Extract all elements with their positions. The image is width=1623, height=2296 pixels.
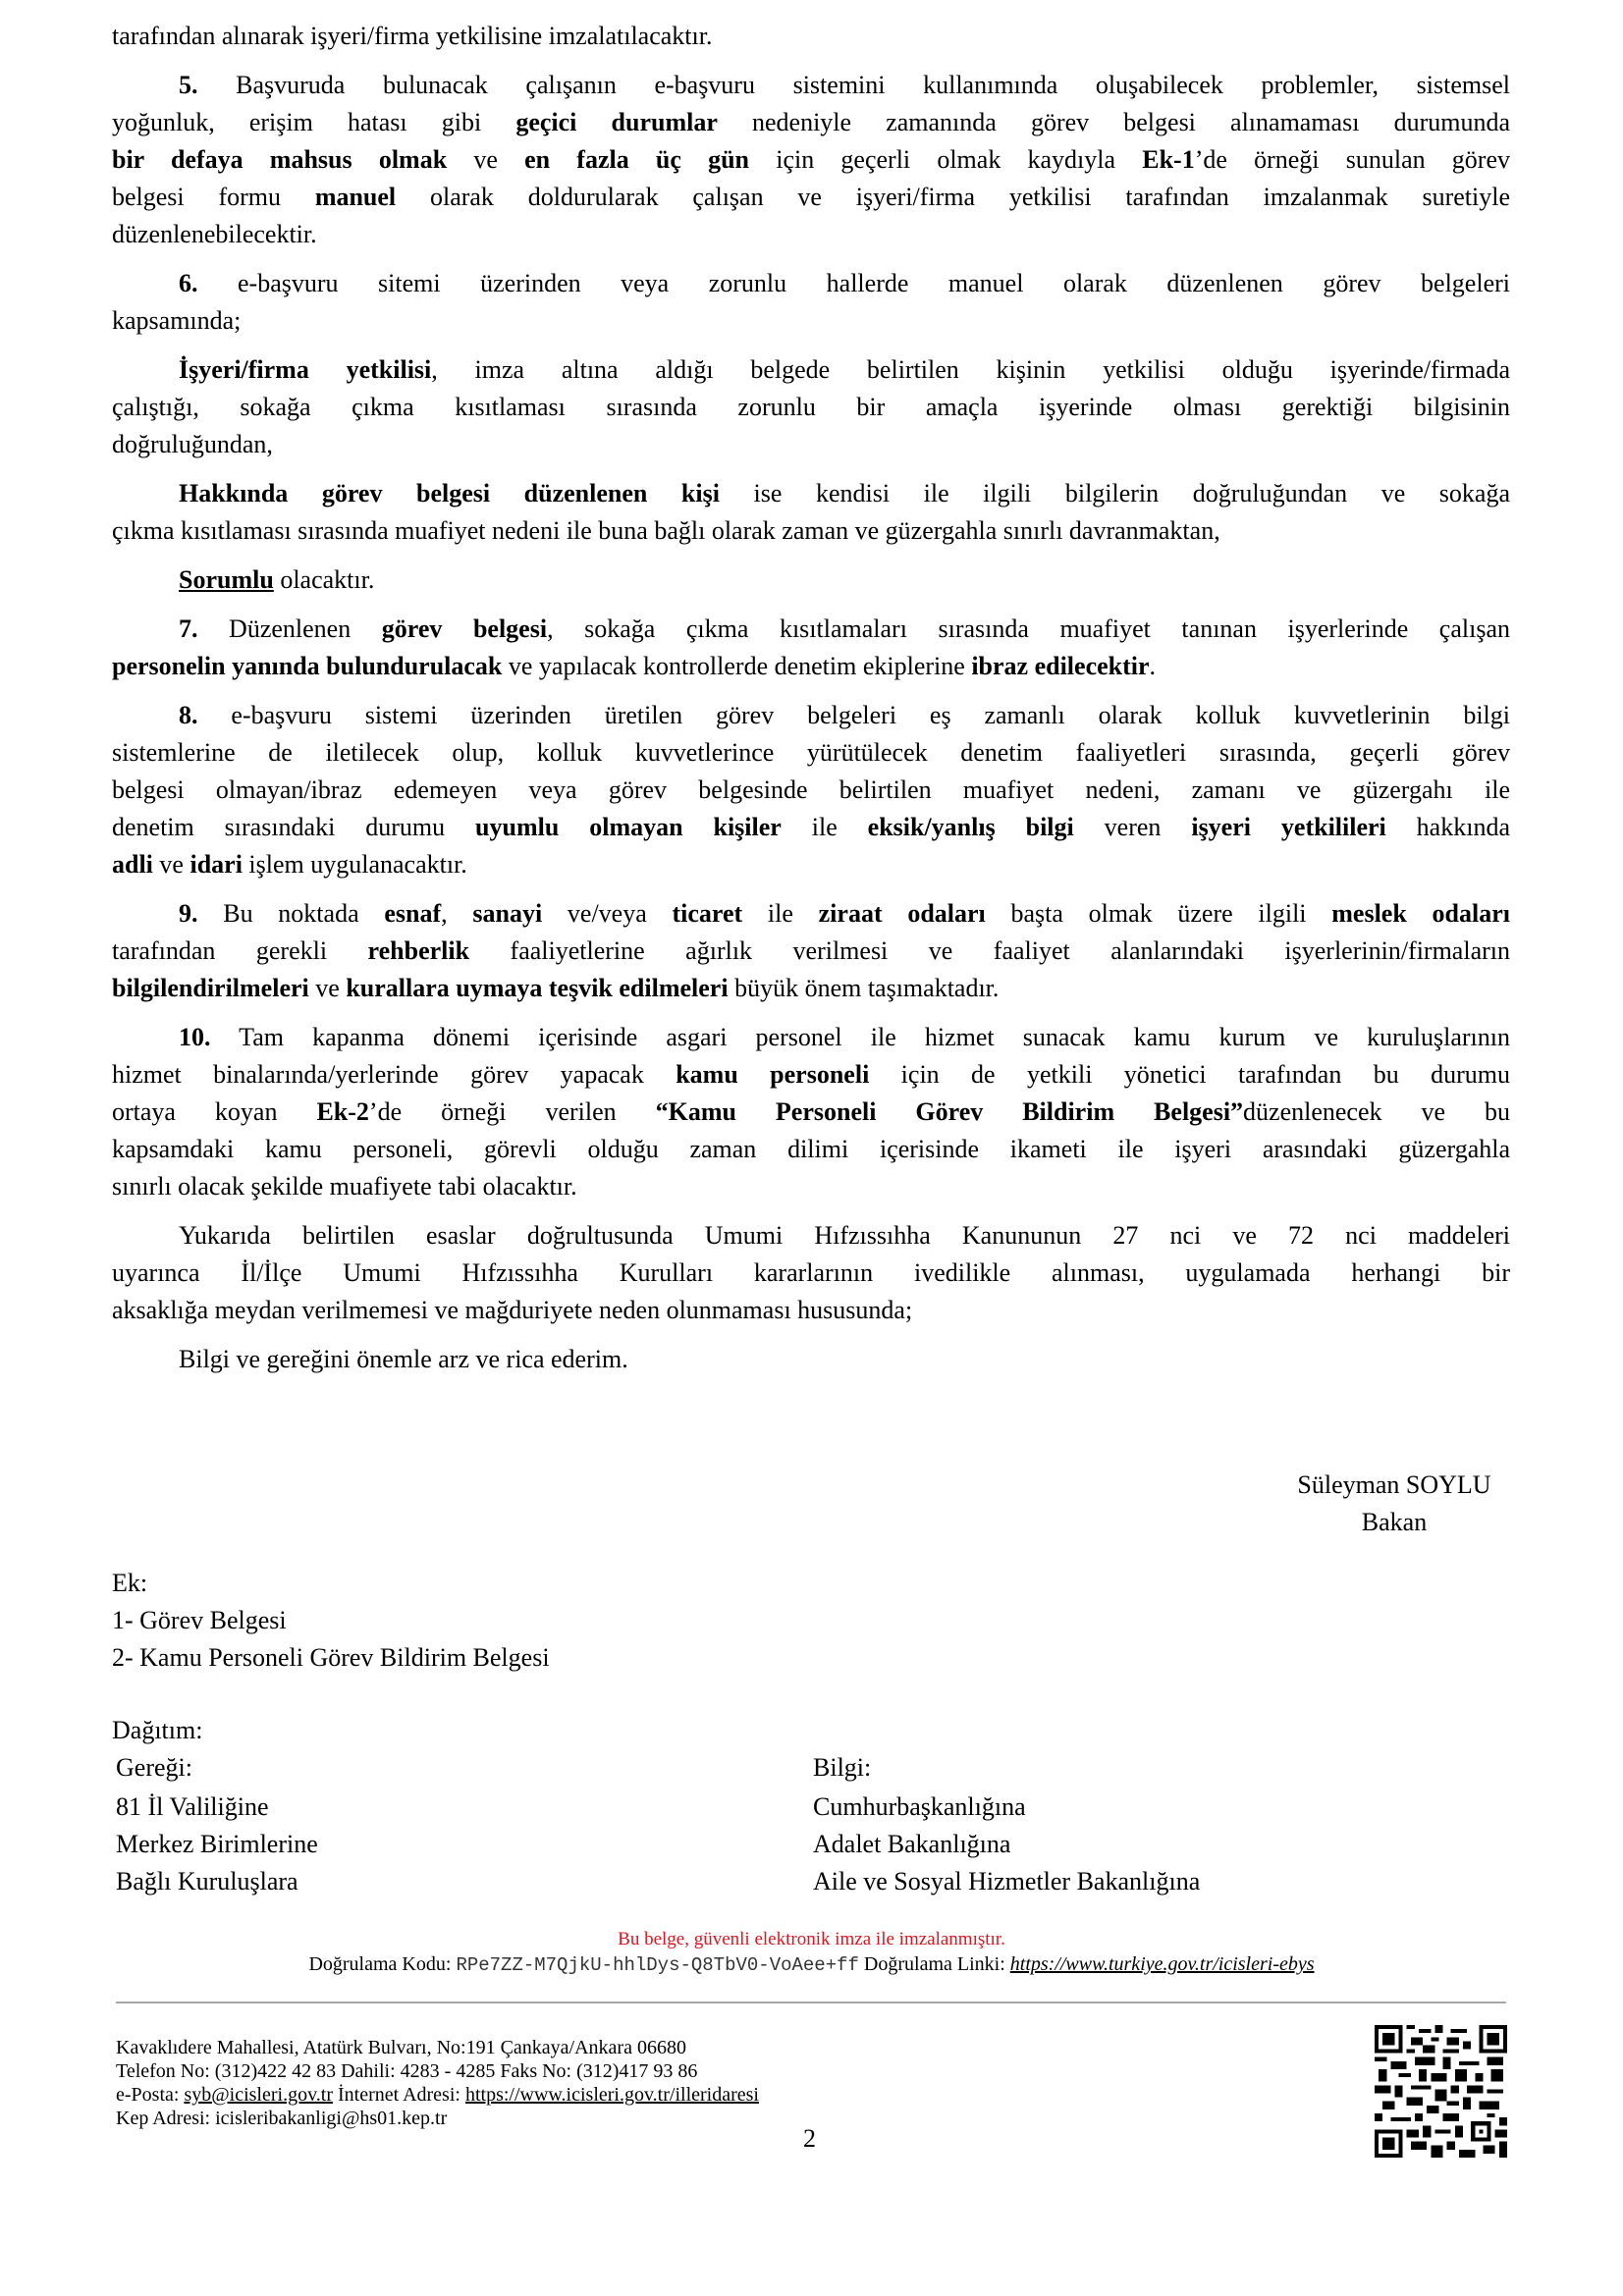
signature-block <box>1267 1467 1522 1541</box>
paragraph-5: 5. Başvuruda bulunacak çalışanın e-başvuru sistemini kullanımında oluşabilecek problemler, sistemsel yoğunluk, erişim hatası gibi geçici durumlar nedeniyle zamanında görev belgesi alınamaması durumunda bir defaya mahsus olmak ve en fazla üç gün için geçerli olmak kaydıyla Ek-1’de örneği sunulan görev belgesi formu manuel olarak doldurularak çalışan ve işyeri/firma yetkilisi tarafından imzalanmak suretiyle düzenlenebilecektir. <box>112 71 1511 248</box>
verification-line <box>0 1951 1623 1978</box>
distribution-geregi <box>116 1749 318 1900</box>
verification-link-label: Doğrulama Linki: <box>858 1953 1010 1975</box>
signatory-title: Bakan <box>1361 1508 1428 1536</box>
paragraph-8: 8. e-başvuru sistemi üzerinden üretilen görev belgeleri eş zamanlı olarak kolluk kuvvetlerinin bilgi sistemlerine de iletilecek olup, kolluk kuvvetlerince yürütülecek denetim faaliyetleri sırasında, geçerli görev belgesi olmayan/ibraz edemeyen veya görev belgesinde belirtilen muafiyet nedeni, zamanı ve güzergahı ile denetim sırasındaki durumu uyumlu olmayan kişiler ile eksik/yanlış bilgi veren işyeri yetkilileri hakkında adli ve idari işlem uygulanacaktır. <box>112 701 1510 879</box>
attachments <box>112 1565 550 1677</box>
paragraph-6c: Sorumlu olacaktır. <box>179 565 375 594</box>
closing-paragraph: Yukarıda belirtilen esaslar doğrultusunda Umumi Hıfzıssıhha Kanununun 27 nci ve 72 nci maddeleri uyarınca İl/İlçe Umumi Hıfzıssıhha Kurulları kararlarının ivedilikle alınması, uygulamada herhangi bir aksaklığa meydan verilmemesi ve mağduriyete neden olunmaması hususunda; <box>112 1221 1510 1324</box>
footer-web-link[interactable]: https://www.icisleri.gov.tr/illeridaresi <box>464 2084 759 2106</box>
attachment-item: 1- Görev Belgesi <box>112 1606 287 1634</box>
geregi-label: Gereği: <box>116 1753 192 1782</box>
p4-tail: tarafından alınarak işyeri/firma yetkilisine imzalatılacaktır. <box>112 22 713 50</box>
attachments-label: Ek: <box>112 1569 148 1597</box>
esign-notice: Bu belge, güvenli elektronik imza ile imzalanmıştır. <box>618 1929 1005 1949</box>
paragraph-6b: Hakkında görev belgesi düzenlenen kişi ise kendisi ile ilgili bilgilerin doğruluğundan ve sokağa çıkma kısıtlaması sırasında muafiyet nedeni ile buna bağlı olarak zaman ve güzergahla sınırlı davranmaktan, <box>112 479 1510 545</box>
bilgi-label: Bilgi: <box>813 1753 872 1782</box>
footer-kep: Kep Adresi: icisleribakanligi@hs01.kep.tr <box>116 2108 448 2129</box>
geregi-item: Merkez Birimlerine <box>116 1830 318 1858</box>
footer-phone: Telefon No: (312)422 42 83 Dahili: 4283 - 4285 Faks No: (312)417 93 86 <box>116 2060 698 2082</box>
qr-code-icon <box>1375 2025 1507 2158</box>
geregi-item: Bağlı Kuruluşlara <box>116 1867 298 1896</box>
signatory-name: Süleyman SOYLU <box>1297 1470 1491 1499</box>
geregi-item: 81 İl Valiliğine <box>116 1792 269 1821</box>
verification-code-label: Doğrulama Kodu: <box>308 1953 457 1975</box>
footer-address: Kavaklıdere Mahallesi, Atatürk Bulvarı, No:191 Çankaya/Ankara 06680 <box>116 2037 686 2058</box>
paragraph-10: 10. Tam kapanma dönemi içerisinde asgari personel ile hizmet sunacak kamu kurum ve kuruluşlarının hizmet binalarında/yerlerinde görev yapacak kamu personeli için de yetkili yönetici tarafından bu durumu ortaya koyan Ek-2’de örneği verilen “Kamu Personeli Görev Bildirim Belgesi”düzenlenecek ve bu kapsamdaki kamu personeli, görevli olduğu zaman dilimi içerisinde ikameti ile işyeri arasındaki güzergahla sınırlı olacak şekilde muafiyete tabi olacaktır. <box>112 1023 1510 1201</box>
paragraph-7: 7. Düzenlenen görev belgesi, sokağa çıkma kısıtlamaları sırasında muafiyet tanınan işyerlerinde çalışan personelin yanında bulundurulacak ve yapılacak kontrollerde denetim ekiplerine ibraz edilecektir. <box>112 614 1510 680</box>
distribution-label: Dağıtım: <box>112 1716 203 1744</box>
footer-email-link[interactable]: syb@icisleri.gov.tr <box>184 2084 333 2106</box>
letter-body <box>112 18 1510 1378</box>
attachment-item: 2- Kamu Personeli Görev Bildirim Belgesi <box>112 1643 550 1672</box>
bilgi-item: Cumhurbaşkanlığına <box>813 1792 1026 1821</box>
bilgi-item: Adalet Bakanlığına <box>813 1830 1011 1858</box>
paragraph-6a: İşyeri/firma yetkilisi, imza altına aldığı belgede belirtilen kişinin yetkilisi olduğu işyerinde/firmada çalıştığı, sokağa çıkma kısıtlaması sırasında zorunlu bir amaçla işyerinde olması gerektiği bilgisinin doğruluğundan, <box>112 355 1510 458</box>
verification-code: RPe7ZZ-M7QjkU-hhlDys-Q8TbV0-VoAee+ff <box>456 1954 859 1976</box>
footer-contact: Kavaklıdere Mahallesi, Atatürk Bulvarı, No:191 Çankaya/Ankara 06680 Telefon No: (312)422 42 83 Dahili: 4283 - 4285 Faks No: (312)417 93 86 e-Posta: syb@icisleri.gov.tr İnternet Adresi: https://www.icisleri.gov.tr/illeridaresi Kep Adresi: icisleribakanligi@hs01.kep.tr <box>116 2037 759 2129</box>
bilgi-item: Aile ve Sosyal Hizmetler Bakanlığına <box>813 1867 1201 1896</box>
page-number: 2 <box>803 2124 816 2153</box>
footer-divider <box>116 2002 1506 2003</box>
distribution-bilgi <box>813 1749 1200 1900</box>
paragraph-6: 6. e-başvuru sitemi üzerinden veya zorunlu hallerde manuel olarak düzenlenen görev belgeleri kapsamında; <box>112 269 1510 335</box>
paragraph-9: 9. Bu noktada esnaf, sanayi ve/veya ticaret ile ziraat odaları başta olmak üzere ilgili meslek odaları tarafından gerekli rehberlik faaliyetlerine ağırlık verilmesi ve faaliyet alanlarındaki işyerlerinin/firmaların bilgilendirilmeleri ve kurallara uymaya teşvik edilmeleri büyük önem taşımaktadır. <box>112 899 1510 1002</box>
verification-link[interactable]: https://www.turkiye.gov.tr/icisleri-ebys <box>1009 1953 1315 1975</box>
closing-request: Bilgi ve gereğini önemle arz ve rica ederim. <box>179 1345 628 1373</box>
